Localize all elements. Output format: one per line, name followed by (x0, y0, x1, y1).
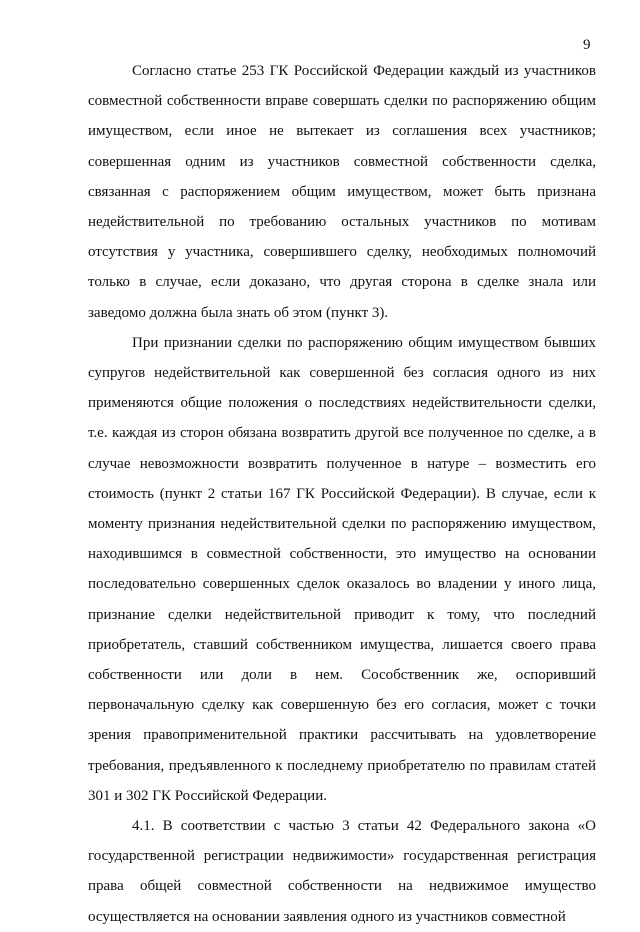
paragraph-article-253: Согласно статье 253 ГК Российской Федерации каждый из участников совместной собственности вправе совершать сделки по распоряжению общим имуществом, если иное не вытекает из соглашения всех участников; совершенная одним из участников совместной собственности сделка, связанная с распоряжением общим имуществом, может быть признана недействительной по требованию остальных участников по мотивам отсутствия у участника, совершившего сделку, необходимых полномочий только в случае, если доказано, что другая сторона в сделке знала или заведомо должна была знать об этом (пункт 3). (88, 63, 596, 321)
page-number: 9 (583, 37, 591, 53)
document-body (88, 56, 596, 932)
paragraph-section-4-1: 4.1. В соответствии с частью 3 статьи 42 Федерального закона «О государственной регистрации недвижимости» государственная регистрация права общей совместной собственности на недвижимое имущество осуществляется на основании заявления одного из участников совместной (88, 818, 596, 925)
paragraph-invalid-transaction: При признании сделки по распоряжению общим имуществом бывших супругов недействительной как совершенной без согласия одного из них применяются общие положения о последствиях недействительности сделки, т.е. каждая из сторон обязана возвратить другой все полученное по сделке, а в случае невозможности возвратить полученное в натуре – возместить его стоимость (пункт 2 статьи 167 ГК Российской Федерации). В случае, если к моменту признания недействительной сделки по распоряжению имуществом, находившимся в совместной собственности, это имущество на основании последовательно совершенных сделок оказалось во владении у иного лица, признание сделки недействительной приводит к тому, что последний приобретатель, ставший собственником имущества, лишается своего права собственности или доли в нем. Сособственник же, оспоривший первоначальную сделку как совершенную без его согласия, может с точки зрения правоприменительной практики рассчитывать на удовлетворение требования, предъявленного к последнему приобретателю по правилам статей 301 и 302 ГК Российской Федерации. (88, 334, 596, 804)
